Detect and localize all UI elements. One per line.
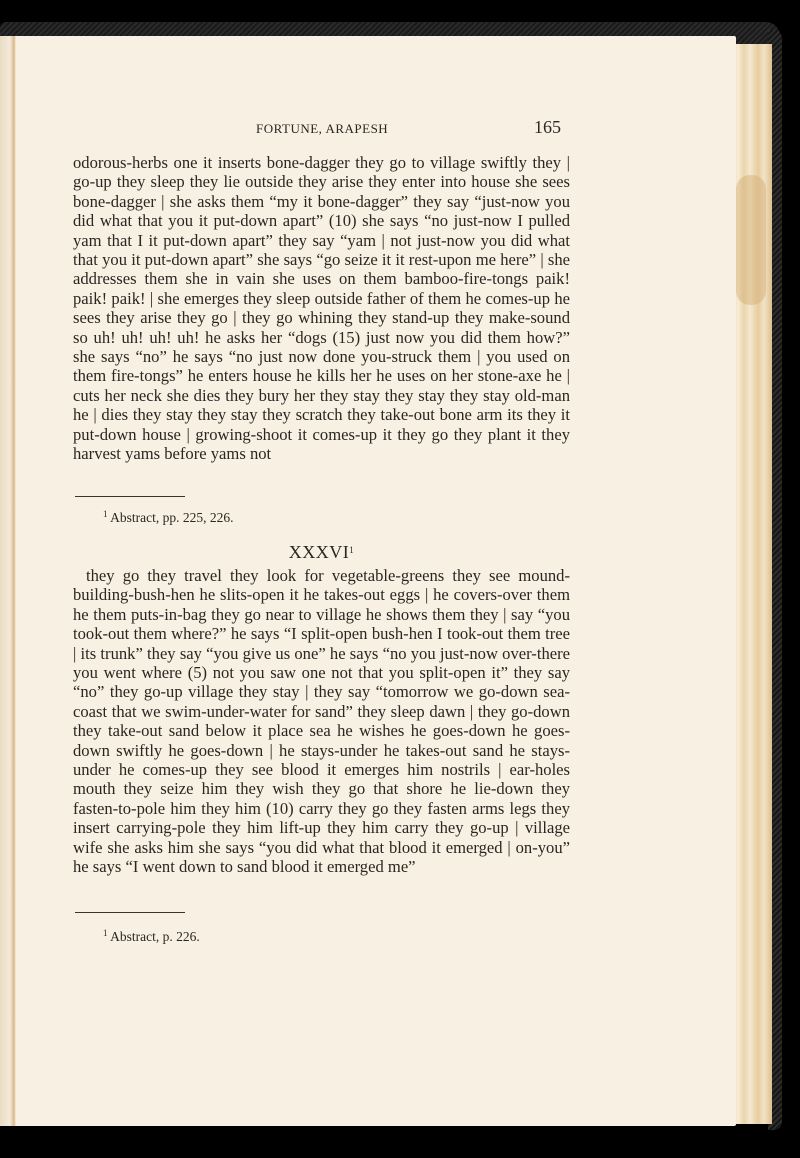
footnote-1 [103,509,234,526]
footnote-rule [75,912,185,913]
page-number: 165 [534,117,561,137]
page-gutter [0,36,16,1126]
body-paragraph-2: they go they travel they look for vegetable-greens they see mound-building-bush-hen he slits-open it he takes-out eggs | he covers-over them he them puts-in-bag they go near to village he shows them they | say “you took-out them where?” he says “I split-open bush-hen I took-out them tree | its trunk” they say “you give us one” he says “no you just-now over-there you went where (5) not you saw one not that you split-open it” they say “no” they go-up village they stay | they say “tomorrow we go-down sea-coast that we swim-under-water for sand” they sleep dawn | they go-down they take-out sand below it place sea he wishes he goes-down he goes-down swiftly he goes-down | he stays-under he takes-out sand he stays-under he comes-up they see blood it emerges him nostrils | ear-holes mouth they seize him they wish they go that shore he lie-down they fasten-to-pole him they him (10) carry they go they fasten arms legs they insert carrying-pole they him lift-up they him carry they go-up | village wife she asks him she says “you did what that blood it emerged | on-you” he says “I went down to sand blood it emerged me” [73,566,570,877]
running-head-title: FORTUNE, ARAPESH [256,121,389,136]
section-heading [0,542,643,563]
footnote-text: Abstract, pp. 225, 226. [110,510,234,525]
footnote-rule [75,496,185,497]
section-heading-text: XXXVI [288,542,350,562]
footnote-marker: 1 [103,928,108,938]
footnote-text: Abstract, p. 226. [110,929,200,944]
body-paragraph-1: odorous-herbs one it inserts bone-dagger they go to village swiftly they | go-up they sleep they lie outside they arise they enter into house she sees bone-dagger | she asks them “my it bone-dagger” they say “just-now you did what that you it put-down apart” (10) she says “no just-now I pulled yam that I it put-down apart” they say “yam | not just-now you did what that you it put-down apart” she says “go seize it it rest-upon me here” | she addresses them she in vain she uses on them bamboo-fire-tongs paik! paik! paik! | she emerges they sleep outside father of them he comes-up he sees they arise they go | they go whining they stand-up they make-sound so uh! uh! uh! uh! he asks her “dogs (15) just now you did them how?” she says “no” he says “no just now done you-struck them | you used on them fire-tongs” he enters house he kills her he uses on her stone-axe he | cuts her neck she dies they bury her they stay they stay they stay old-man he | dies they stay they stay they scratch they take-out bone arm its they it put-down house | growing-shoot it comes-up it they go they plant it they harvest yams before yams not [73,153,570,464]
running-head [256,117,576,141]
footnote-marker: 1 [103,509,108,519]
footnote-2 [103,928,200,945]
water-stain [736,175,766,305]
section-footnote-marker: 1 [349,545,355,555]
